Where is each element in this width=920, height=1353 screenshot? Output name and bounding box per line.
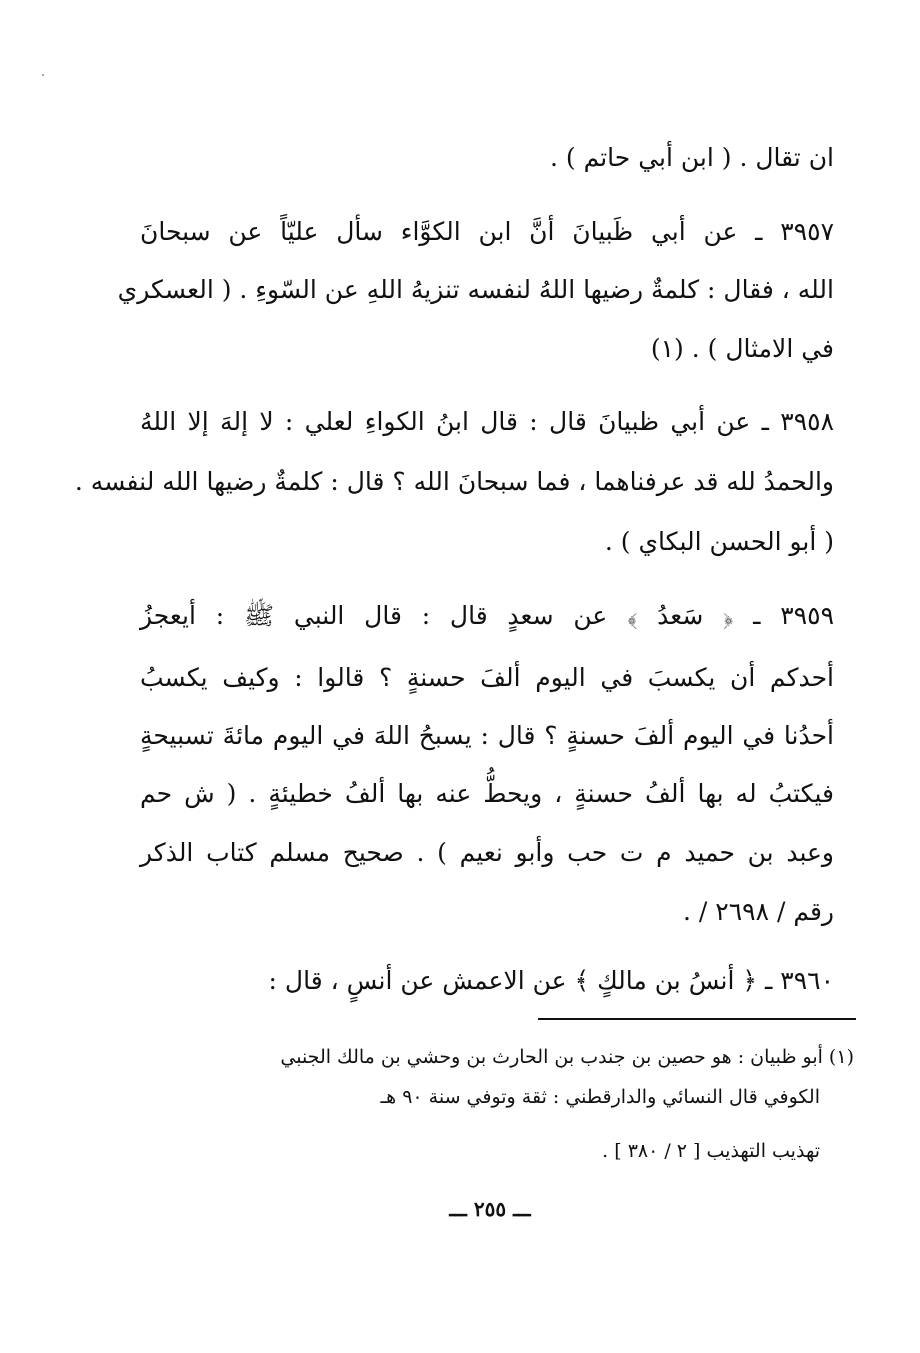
footnote-line-3: تهذيب التهذيب [ ٢ / ٣٨٠ ] . <box>602 1140 820 1162</box>
footnote-rule <box>538 1018 856 1020</box>
entry-3959-line-4: فيكتبُ له بها ألفُ حسنةٍ ، ويحطُّ عنه بها ألفُ خطيئةٍ . ( ش حم <box>140 779 834 808</box>
footnote-line-1: (١) أبو ظبيان : هو حصين بن جندب بن الحارث بن وحشي بن مالك الجنبي <box>280 1046 854 1068</box>
entry-3957-line-2: الله ، فقال : كلمةٌ رضيها اللهُ لنفسه تنزيهُ اللهِ عن السّوءِ . ( العسكري <box>117 275 834 304</box>
entry-3959-line-1: ٣٩٥٩ ـ ﴿ سَعدُ ﴾ عن سعدٍ قال : قال النبي ﷺ : أيعجزُ <box>140 601 834 630</box>
entry-3957-line-3: في الامثال ) . (١) <box>650 334 834 363</box>
entry-3958-line-3: ( أبو الحسن البكاي ) . <box>604 527 834 556</box>
entry-3959-line-6: رقم / ٢٦٩٨ / . <box>683 897 834 926</box>
entry-3959-line-2: أحدكم أن يكسبَ في اليوم ألفَ حسنةٍ ؟ قالوا : وكيف يكسبُ <box>140 663 834 692</box>
entry-3957-line-1: ٣٩٥٧ ـ عن أبي ظَبيانَ أنَّ ابن الكوَّاء سأل عليّاً عن سبحانَ <box>140 217 834 246</box>
entry-3958-line-1: ٣٩٥٨ ـ عن أبي ظبيانَ قال : قال ابنُ الكواءِ لعلي : لا إلهَ إلا اللهُ <box>140 407 834 436</box>
entry-3959-line-5: وعبد بن حميد م ت حب وأبو نعيم ) . صحيح مسلم كتاب الذكر <box>140 838 834 867</box>
scan-speck <box>42 74 44 76</box>
text-line-1: ان تقال . ( ابن أبي حاتم ) . <box>549 143 834 172</box>
entry-3958-line-2: والحمدُ لله قد عرفناهما ، فما سبحانَ الله ؟ قال : كلمةٌ رضيها الله لنفسه . <box>74 467 834 496</box>
entry-3960-line-1: ٣٩٦٠ ـ ﴿ أنسُ بن مالكٍ ﴾ عن الاعمش عن أنسٍ ، قال : <box>268 966 834 995</box>
page-number: ـــ ٢٥٥ ـــ <box>449 1197 531 1221</box>
entry-3959-line-3: أحدُنا في اليوم ألفَ حسنةٍ ؟ قال : يسبحُ اللهَ في اليوم مائةَ تسبيحةٍ <box>140 721 834 750</box>
footnote-line-2: الكوفي قال النسائي والدارقطني : ثقة وتوفي سنة ٩٠ هـ <box>380 1086 820 1108</box>
